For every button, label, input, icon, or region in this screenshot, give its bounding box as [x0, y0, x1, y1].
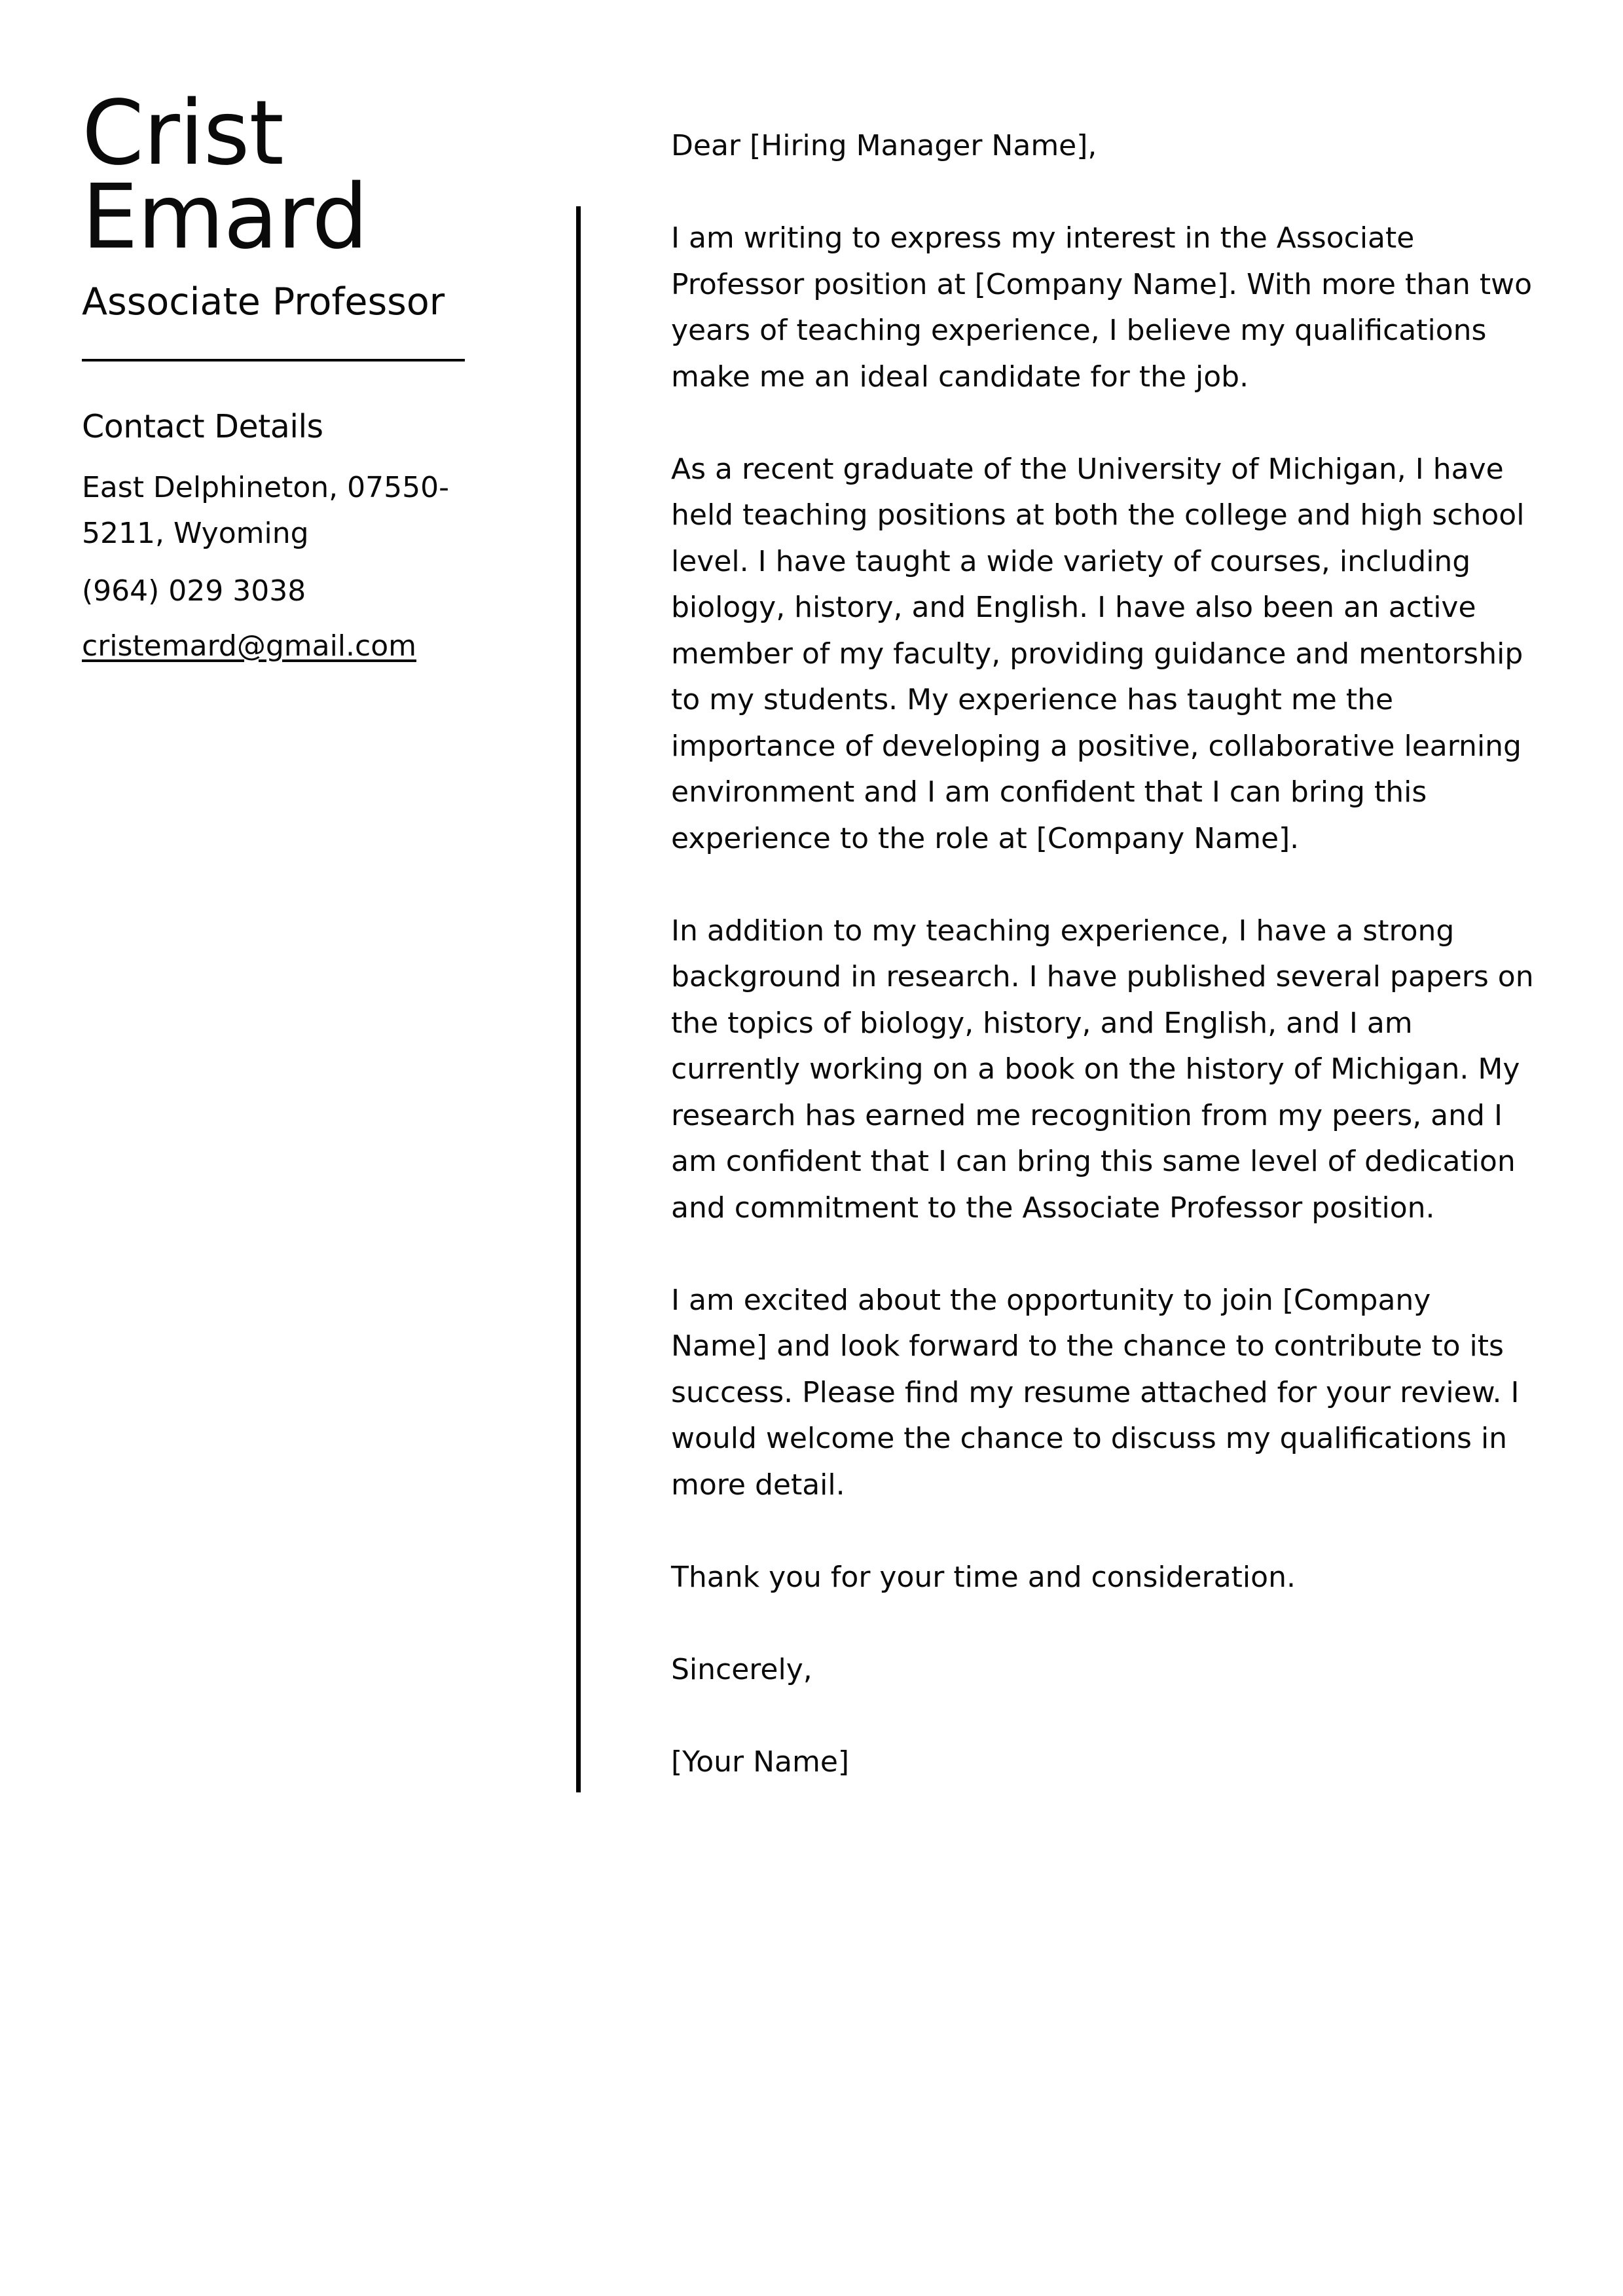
signature: [Your Name]	[671, 1745, 850, 1779]
letter-paragraph: In addition to my teaching experience, I have a strong background in research. I have published several papers on the topics of biology, history, and English, and I am currently working on a book on the history of Michigan. My research has earned me recognition from my peers, and I am confident that I can bring this same level of dedication and commitment to the Associate Professor position.	[671, 914, 1534, 1225]
letter-paragraph: I am writing to express my interest in the Associate Professor position at [Company Name]. With more than two years of teaching experience, I believe my qualifications make me an ideal candidate for the job.	[671, 221, 1533, 394]
letter-paragraph: As a recent graduate of the University of Michigan, I have held teaching positions at both the college and high school level. I have taught a wide variety of courses, including biology, history, and English. I have also been an active member of my faculty, providing guidance and mentorship to my students. My experience has taught me the importance of developing a positive, collaborative learning environment and I am confident that I can bring this experience to the role at [Company Name].	[671, 452, 1525, 855]
first-name: Crist	[82, 82, 283, 185]
job-title: Associate Professor	[82, 280, 445, 324]
last-name: Emard	[82, 166, 368, 269]
vertical-divider	[576, 206, 581, 1792]
letter-paragraph: I am excited about the opportunity to join [Company Name] and look forward to the chance to contribute to its success. Please find my resume attached for your review. I would welcome the chance to discuss my qualifications in more detail.	[671, 1283, 1520, 1502]
header-divider	[82, 359, 465, 361]
contact-email-link[interactable]: cristemard@gmail.com	[82, 629, 416, 663]
contact-phone: (964) 029 3038	[82, 574, 306, 608]
closing: Sincerely,	[671, 1652, 812, 1686]
salutation: Dear [Hiring Manager Name],	[671, 129, 1097, 162]
letter-paragraph: Thank you for your time and consideration.	[671, 1560, 1296, 1594]
contact-heading: Contact Details	[82, 408, 323, 445]
letter-body	[671, 123, 1534, 1832]
contact-address: East Delphineton, 07550-5211, Wyoming	[82, 471, 449, 550]
sidebar	[82, 82, 468, 669]
